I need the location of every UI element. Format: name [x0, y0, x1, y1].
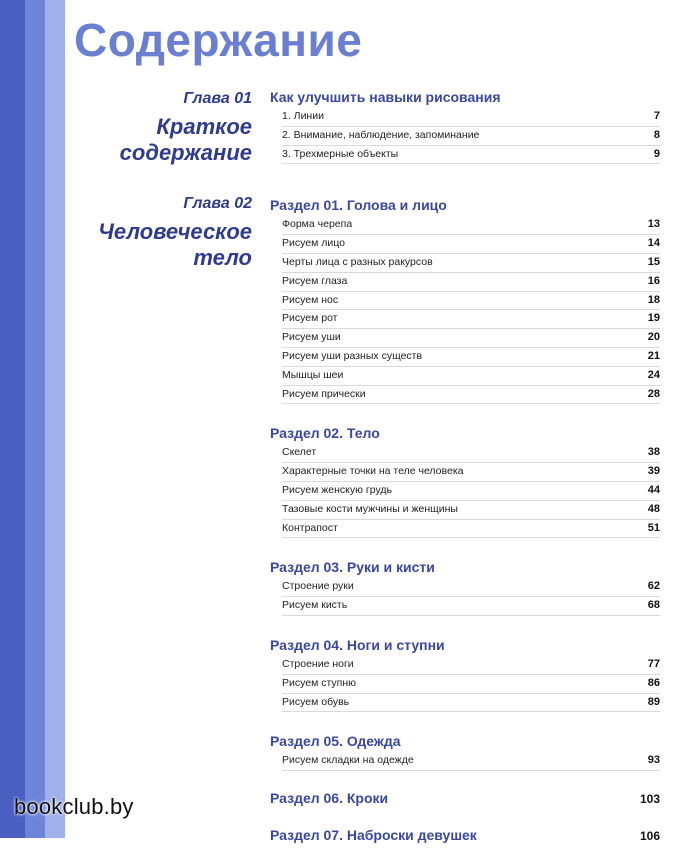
entry-label: Тазовые кости мужчины и женщины: [282, 502, 458, 515]
entry-label: Строение руки: [282, 580, 354, 593]
chapter-name: [98, 219, 252, 271]
toc-entry[interactable]: [282, 292, 660, 311]
intro-section: [270, 88, 660, 164]
chapter-01-heading: [120, 90, 252, 166]
watermark: bookclub.by: [14, 794, 134, 819]
entry-label: Рисуем кисть: [282, 599, 348, 612]
entry-label: Форма черепа: [282, 218, 353, 231]
chapter-name-line: тело: [193, 245, 252, 270]
entry-label: Рисуем уши: [282, 331, 341, 344]
section-05: [270, 732, 660, 771]
entry-page: 86: [647, 676, 660, 689]
section-title-text: Раздел 07. Наброски девушек: [270, 827, 477, 844]
toc-entry[interactable]: [282, 482, 660, 501]
section-title-text: Раздел 06. Кроки: [270, 790, 389, 807]
entry-label: Строение ноги: [282, 657, 354, 670]
toc-entry[interactable]: [282, 694, 660, 713]
entry-page: 39: [647, 465, 660, 478]
section-title-text: Раздел 01. Голова и лицо: [270, 197, 447, 214]
toc-entry[interactable]: [282, 520, 660, 539]
section-title-text: Раздел 03. Руки и кисти: [270, 559, 435, 576]
section-02: [270, 424, 660, 538]
entry-label: 3. Трехмерные объекты: [282, 147, 399, 160]
decor-bar-mid: [25, 0, 45, 838]
entry-page: 20: [647, 331, 660, 344]
entry-page: 14: [647, 237, 660, 250]
entry-label: Черты лица с разных ракурсов: [282, 255, 433, 268]
entry-label: 2. Внимание, наблюдение, запоминание: [282, 128, 480, 141]
chapter-name-line: содержание: [119, 140, 252, 165]
entry-label: Мышцы шеи: [282, 368, 344, 381]
section-03: [270, 558, 660, 616]
entry-page: 13: [647, 218, 660, 231]
entry-page: 68: [647, 599, 660, 612]
toc-entry[interactable]: [282, 235, 660, 254]
entry-label: Рисуем лицо: [282, 237, 345, 250]
section-title[interactable]: [270, 88, 660, 106]
chapter-name-line: Краткое: [156, 114, 252, 139]
entry-label: Рисуем складки на одежде: [282, 754, 414, 767]
decor-bar-dark: [0, 0, 25, 838]
entry-label: Рисуем уши разных существ: [282, 349, 423, 362]
section-01: [270, 196, 660, 404]
entry-page: 51: [647, 521, 660, 534]
toc-entry[interactable]: [282, 216, 660, 235]
entry-label: Рисуем обувь: [282, 695, 350, 708]
section-title[interactable]: [270, 732, 660, 750]
chapter-number: Глава 01: [183, 90, 252, 107]
toc-entry[interactable]: [282, 444, 660, 463]
page-title: Содержание: [74, 14, 363, 66]
chapter-name-line: Человеческое: [98, 219, 252, 244]
section-title[interactable]: [270, 636, 660, 654]
entry-page: 44: [647, 483, 660, 496]
section-04: [270, 636, 660, 712]
entry-page: 7: [653, 110, 660, 122]
toc-entry[interactable]: [282, 578, 660, 597]
entry-page: 89: [647, 695, 660, 708]
toc-entry[interactable]: [282, 463, 660, 482]
toc-entry[interactable]: [282, 146, 660, 165]
section-title[interactable]: [270, 789, 660, 808]
toc-entry[interactable]: [282, 329, 660, 348]
section-title-text: Как улучшить навыки рисования: [270, 89, 501, 105]
section-page: 106: [639, 829, 660, 844]
entry-page: 48: [647, 502, 660, 515]
entry-page: 18: [647, 293, 660, 306]
entry-label: Рисуем женскую грудь: [282, 483, 392, 496]
chapter-02-heading: [98, 195, 252, 271]
chapter-number: Глава 02: [183, 195, 252, 212]
toc-entry[interactable]: [282, 386, 660, 405]
entry-page: 93: [647, 754, 660, 767]
decor-bar-light: [45, 0, 65, 838]
entry-page: 24: [647, 368, 660, 381]
entry-page: 19: [647, 312, 660, 325]
toc-entry[interactable]: [282, 675, 660, 694]
toc-entry[interactable]: [282, 310, 660, 329]
entry-page: 9: [653, 147, 660, 160]
entry-label: Характерные точки на теле человека: [282, 465, 464, 478]
table-of-contents: [270, 88, 660, 865]
entry-page: 77: [647, 657, 660, 670]
toc-entry[interactable]: [282, 273, 660, 292]
section-title[interactable]: [270, 196, 660, 214]
toc-entry[interactable]: [282, 367, 660, 386]
entry-page: 16: [647, 274, 660, 287]
toc-entry[interactable]: [282, 108, 660, 127]
entry-page: 28: [647, 387, 660, 400]
section-06: [270, 789, 660, 808]
entry-label: Контрапост: [282, 521, 338, 534]
entry-label: Рисуем глаза: [282, 274, 348, 287]
section-title-text: Раздел 02. Тело: [270, 425, 380, 442]
toc-entry[interactable]: [282, 501, 660, 520]
section-title[interactable]: [270, 424, 660, 442]
entry-label: Рисуем прически: [282, 387, 366, 400]
toc-entry[interactable]: [282, 752, 660, 771]
entry-label: 1. Линии: [282, 110, 324, 122]
section-page: 103: [639, 792, 660, 807]
toc-entry[interactable]: [282, 656, 660, 675]
entry-page: 38: [647, 446, 660, 459]
toc-entry[interactable]: [282, 254, 660, 273]
entry-page: 8: [653, 128, 660, 141]
section-title-text: Раздел 04. Ноги и ступни: [270, 636, 445, 653]
section-title[interactable]: [270, 558, 660, 576]
entry-label: Скелет: [282, 446, 317, 459]
toc-entry[interactable]: [282, 348, 660, 367]
section-title-text: Раздел 05. Одежда: [270, 733, 401, 750]
toc-entry[interactable]: [282, 127, 660, 146]
toc-entry[interactable]: [282, 597, 660, 616]
section-07: [270, 826, 660, 845]
entry-label: Рисуем ступню: [282, 676, 357, 689]
chapter-name: [120, 114, 252, 166]
entry-page: 62: [647, 580, 660, 593]
entry-page: 21: [647, 349, 660, 362]
entry-page: 15: [647, 255, 660, 268]
entry-label: Рисуем рот: [282, 312, 338, 325]
section-title[interactable]: [270, 826, 660, 845]
entry-label: Рисуем нос: [282, 293, 339, 306]
